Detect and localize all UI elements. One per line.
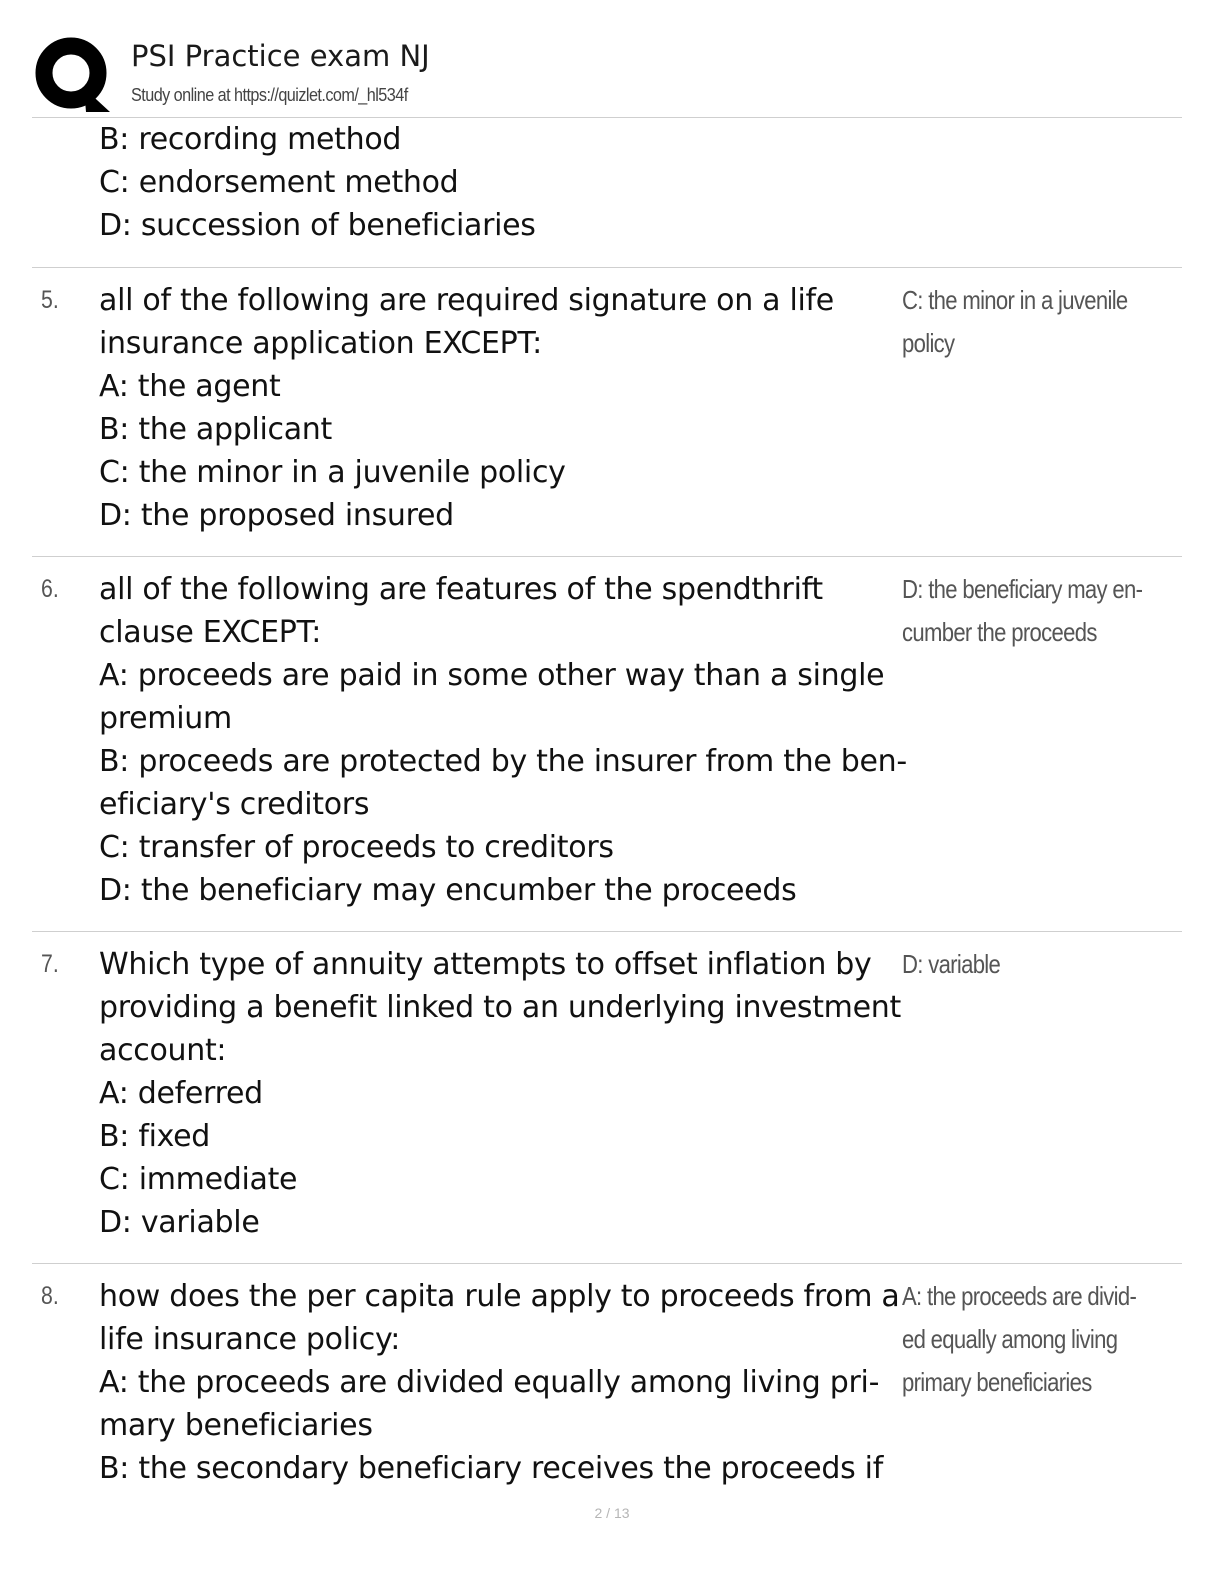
question-text	[99, 279, 899, 537]
question-divider	[32, 931, 1182, 932]
page-number: 2 / 13	[594, 1505, 630, 1521]
question-text	[99, 943, 899, 1244]
question-number: 6.	[41, 575, 59, 603]
option-line: A: proceeds are paid in some other way than a single	[99, 658, 885, 693]
answer-line: policy	[902, 328, 955, 358]
answer-text	[902, 1275, 1149, 1404]
question-number: 7.	[41, 950, 59, 978]
option-line: C: the minor in a juvenile policy	[99, 455, 566, 490]
answer-line: primary beneficiaries	[902, 1367, 1092, 1397]
option-line: C: immediate	[99, 1162, 298, 1197]
answer-line: D: the beneficiary may en-	[902, 574, 1143, 604]
question-number: 8.	[41, 1282, 59, 1310]
option-line: B: fixed	[99, 1119, 211, 1154]
page-header	[32, 30, 1182, 118]
option-line: B: recording method	[99, 122, 402, 157]
answer-line: cumber the proceeds	[902, 617, 1097, 647]
option-line: B: the secondary beneficiary receives the proceeds if	[99, 1451, 883, 1486]
question-text	[99, 1275, 899, 1490]
option-line: D: variable	[99, 1205, 260, 1240]
answer-text	[902, 279, 1149, 365]
question-number: 5.	[41, 286, 59, 314]
question-divider	[32, 267, 1182, 268]
question-line: how does the per capita rule apply to proceeds from a	[99, 1279, 900, 1314]
answer-text	[902, 943, 1149, 986]
answer-line: D: variable	[902, 949, 1001, 979]
question-divider	[32, 556, 1182, 557]
option-line: D: succession of beneficiaries	[99, 208, 536, 243]
question-line: Which type of annuity attempts to offset inflation by	[99, 947, 872, 982]
option-line: D: the proposed insured	[99, 498, 454, 533]
option-line: B: the applicant	[99, 412, 332, 447]
answer-line: ed equally among living	[902, 1324, 1118, 1354]
question-line: all of the following are features of the spendthrift	[99, 572, 823, 607]
question-line: life insurance policy:	[99, 1322, 401, 1357]
option-line: A: the agent	[99, 369, 281, 404]
quizlet-logo-icon	[34, 36, 112, 114]
document-title: PSI Practice exam NJ	[131, 39, 430, 73]
question-line: clause EXCEPT:	[99, 615, 322, 650]
option-line: D: the beneficiary may encumber the proceeds	[99, 873, 797, 908]
answer-line: A: the proceeds are divid-	[902, 1281, 1137, 1311]
option-line: A: the proceeds are divided equally among living pri-	[99, 1365, 880, 1400]
option-line: C: transfer of proceeds to creditors	[99, 830, 614, 865]
study-online-link[interactable]: Study online at https://quizlet.com/_hl534f	[131, 85, 408, 105]
continued-options	[99, 118, 536, 247]
option-line: mary beneficiaries	[99, 1408, 373, 1443]
option-line: eficiary's creditors	[99, 787, 370, 822]
answer-text	[902, 568, 1149, 654]
answer-line: C: the minor in a juvenile	[902, 285, 1128, 315]
option-line: B: proceeds are protected by the insurer from the ben-	[99, 744, 907, 779]
question-line: account:	[99, 1033, 227, 1068]
question-text	[99, 568, 907, 912]
question-line: providing a benefit linked to an underlying investment	[99, 990, 901, 1025]
question-line: insurance application EXCEPT:	[99, 326, 542, 361]
option-line: A: deferred	[99, 1076, 263, 1111]
option-line: C: endorsement method	[99, 165, 459, 200]
option-line: premium	[99, 701, 232, 736]
question-line: all of the following are required signature on a life	[99, 283, 834, 318]
question-divider	[32, 1263, 1182, 1264]
